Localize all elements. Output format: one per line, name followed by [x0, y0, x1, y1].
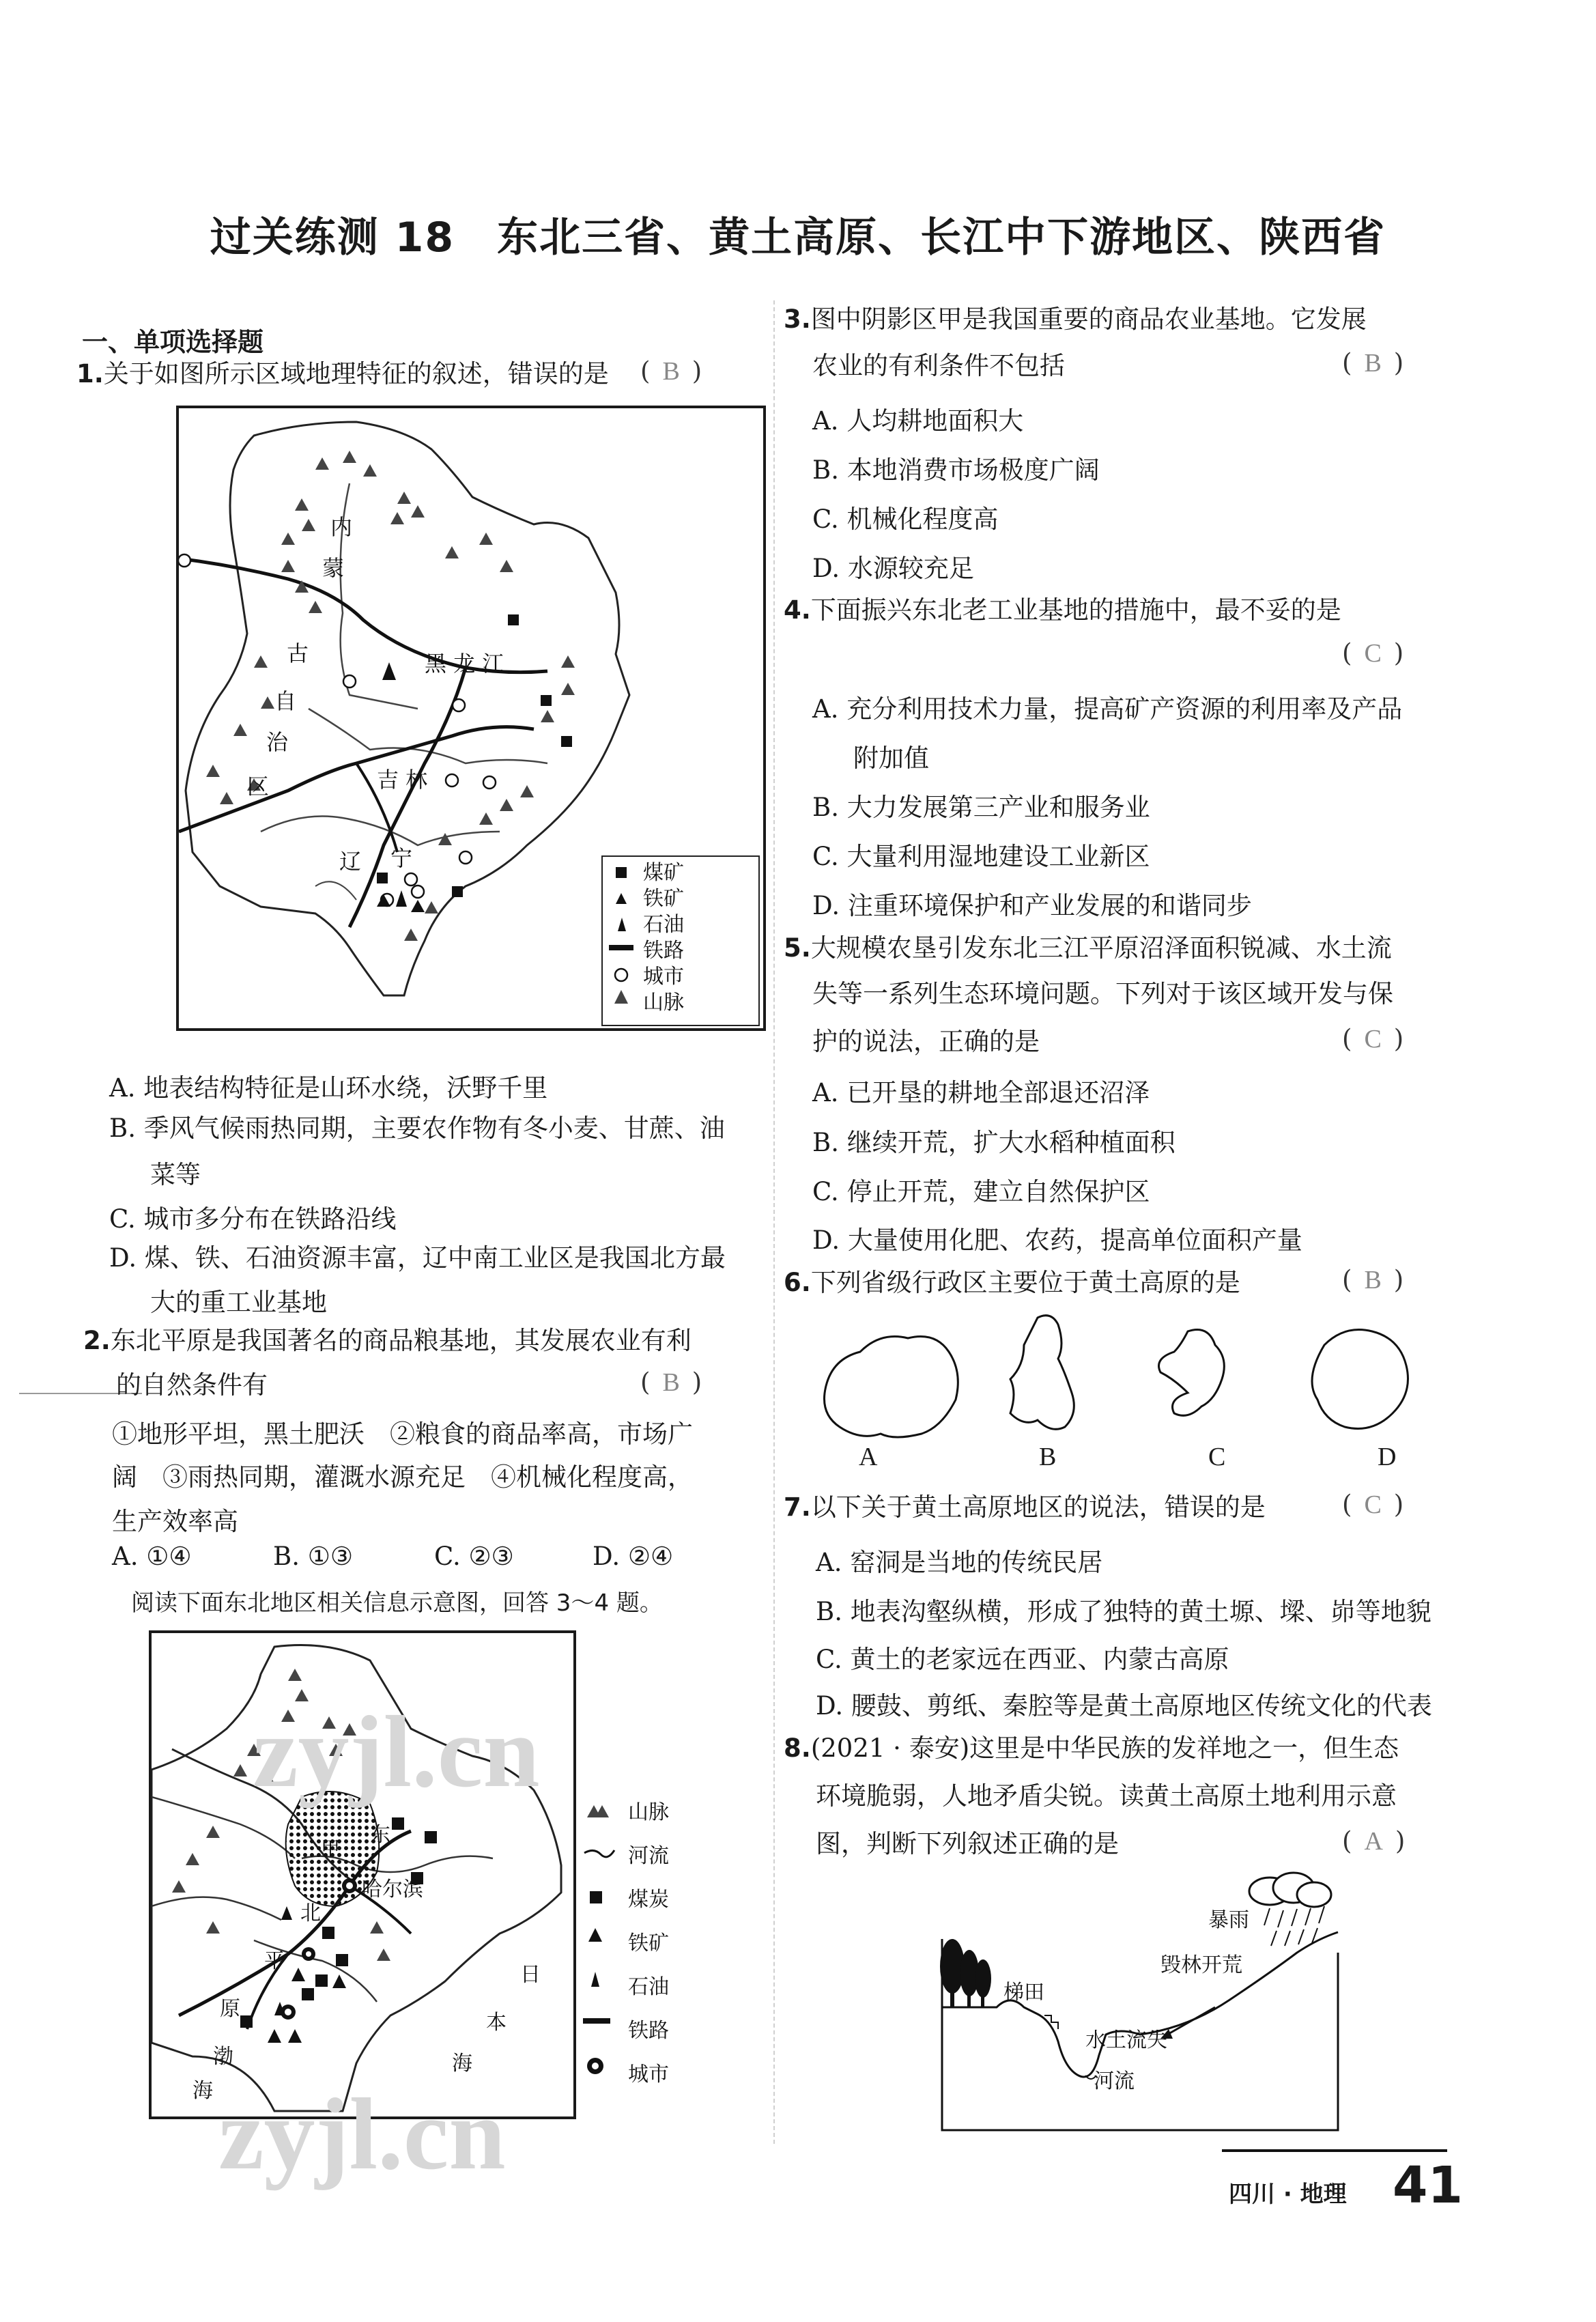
shape-c — [1159, 1330, 1225, 1416]
map2-label-ben: 本 — [486, 2011, 507, 2035]
footer-label: 四川 · 地理 — [1229, 2181, 1347, 2208]
q5-option-a: A. 已开垦的耕地全部退还沼泽 — [812, 1078, 1150, 1107]
question-5-stem-cont-2: 护的说法，正确的是 — [812, 1027, 1040, 1056]
column-divider — [773, 300, 775, 2144]
q1-option-d: D. 煤、铁、石油资源丰富，辽中南工业区是我国北方最 — [109, 1243, 726, 1273]
q4-option-a-cont: 附加值 — [853, 744, 929, 773]
map1-label-meng: 蒙 — [322, 555, 345, 581]
label-shuitu: 水土流失 — [1085, 2028, 1167, 2052]
map2-label-hai2: 海 — [193, 2079, 213, 2103]
q2-option-d: D. ②④ — [593, 1542, 674, 1571]
shape-label-d: D — [1378, 1443, 1397, 1471]
question-3-answer: ( B ) — [1342, 348, 1404, 378]
q4-option-b: B. 大力发展第三产业和服务业 — [812, 793, 1150, 822]
map2-label-dong: 东 — [370, 1823, 390, 1847]
q2-statement-line-3: 生产效率高 — [112, 1507, 238, 1536]
map1-label-zi: 自 — [274, 688, 297, 714]
q2-option-a: A. ①④ — [112, 1542, 192, 1571]
question-5-stem-cont: 失等一系列生态环境问题。下列对于该区域开发与保 — [812, 979, 1393, 1008]
question-2-answer: ( B ) — [640, 1368, 702, 1397]
q1-option-b-cont: 菜等 — [150, 1160, 201, 1189]
footer-rule — [1222, 2149, 1447, 2152]
map1-legend-mountain: 山脉 — [643, 991, 684, 1015]
map1-legend-city: 城市 — [643, 965, 684, 989]
q5-option-c: C. 停止开荒，建立自然保护区 — [812, 1177, 1150, 1206]
shape-d — [1312, 1330, 1408, 1429]
map2-label-ri: 日 — [520, 1963, 541, 1987]
q1-option-d-cont: 大的重工业基地 — [150, 1288, 327, 1317]
map2-legend — [580, 1796, 744, 2116]
question-8-answer: ( A ) — [1342, 1826, 1406, 1856]
q7-option-a: A. 窑洞是当地的传统民居 — [816, 1548, 1103, 1577]
map1-legend-oil: 石油 — [643, 913, 684, 937]
map2-legend-oil: 石油 — [628, 1975, 669, 1999]
q3-option-b: B. 本地消费市场极度广阔 — [812, 455, 1100, 485]
q2-option-b: B. ①③ — [273, 1542, 354, 1571]
question-2-stem: 2.东北平原是我国著名的商品粮基地，其发展农业有利 — [83, 1326, 692, 1355]
q2-statement-line-2: 阔 ③雨热同期，灌溉水源充足 ④机械化程度高， — [112, 1462, 693, 1492]
map1-label-nei: 内 — [330, 514, 353, 540]
northeast-map-1 — [176, 406, 766, 1031]
map2-label-jia: 甲 — [321, 1837, 341, 1860]
question-4-stem: 4.下面振兴东北老工业基地的措施中，最不妥的是 — [784, 595, 1341, 625]
q1-option-a: A. 地表结构特征是山环水绕，沃野千里 — [109, 1073, 548, 1103]
shape-label-a: A — [859, 1443, 878, 1471]
map1-label-jilin: 吉 林 — [377, 767, 428, 793]
question-5-answer: ( C ) — [1342, 1024, 1404, 1053]
map2-label-harbin: 哈尔滨 — [362, 1878, 423, 1901]
map1-label-gu: 古 — [287, 640, 309, 666]
question-1-stem: 1.关于如图所示区域地理特征的叙述，错误的是 — [76, 359, 609, 388]
section-heading: 一、单项选择题 — [82, 327, 264, 357]
page-title: 过关练测 18 东北三省、黄土高原、长江中下游地区、陕西省 — [210, 214, 1386, 261]
q7-option-b: B. 地表沟壑纵横，形成了独特的黄土塬、墚、峁等地貌 — [816, 1597, 1431, 1626]
map1-legend-iron: 铁矿 — [643, 887, 684, 911]
map2-label-hai: 海 — [452, 2052, 472, 2076]
map1-label-ning: 宁 — [390, 845, 413, 871]
label-baoyu: 暴雨 — [1208, 1908, 1249, 1932]
map1-legend — [602, 856, 759, 1025]
question-8-stem-cont-2: 图，判断下列叙述正确的是 — [816, 1829, 1119, 1858]
label-huilin: 毁林开荒 — [1160, 1953, 1242, 1977]
shape-label-c: C — [1208, 1443, 1226, 1471]
q3-option-a: A. 人均耕地面积大 — [812, 406, 1024, 436]
province-shapes — [806, 1304, 1447, 1454]
map2-legend-river: 河流 — [628, 1844, 669, 1868]
label-heliu: 河流 — [1094, 2069, 1135, 2093]
question-6-stem: 6.下列省级行政区主要位于黄土高原的是 — [784, 1268, 1240, 1297]
q3-option-d: D. 水源较充足 — [812, 554, 974, 583]
question-1-answer: ( B ) — [640, 356, 702, 386]
shape-b — [1010, 1316, 1074, 1430]
map1-label-liao: 辽 — [339, 849, 362, 875]
q4-option-d: D. 注重环境保护和产业发展的和谐同步 — [812, 891, 1252, 920]
northeast-map-1-svg — [179, 408, 763, 1028]
q4-option-c: C. 大量利用湿地建设工业新区 — [812, 842, 1150, 871]
map2-legend-railway: 铁路 — [628, 2019, 669, 2043]
reading-prompt: 阅读下面东北地区相关信息示意图，回答 3～4 题。 — [131, 1589, 663, 1617]
q5-option-d: D. 大量使用化肥、农药，提高单位面积产量 — [812, 1226, 1302, 1255]
q1-option-b: B. 季风气候雨热同期，主要农作物有冬小麦、甘蔗、油 — [109, 1114, 725, 1143]
question-7-stem: 7.以下关于黄土高原地区的说法，错误的是 — [784, 1492, 1266, 1522]
shape-a — [825, 1337, 958, 1438]
q3-option-c: C. 机械化程度高 — [812, 505, 999, 534]
map2-label-yuan: 原 — [220, 1997, 240, 2021]
watermark-2: zyjl.cn — [218, 2078, 506, 2191]
q4-option-a: A. 充分利用技术力量，提高矿产资源的利用率及产品 — [812, 694, 1403, 724]
question-4-answer: ( C ) — [1342, 638, 1404, 668]
map2-legend-coal: 煤炭 — [628, 1888, 669, 1912]
question-3-stem: 3.图中阴影区甲是我国重要的商品农业基地。它发展 — [784, 305, 1367, 334]
q1-option-c: C. 城市多分布在铁路沿线 — [109, 1204, 397, 1234]
watermark-1: zyjl.cn — [253, 1695, 540, 1809]
question-3-stem-cont: 农业的有利条件不包括 — [812, 351, 1065, 380]
loess-landuse-figure — [915, 1871, 1352, 2144]
map2-legend-city: 城市 — [628, 2063, 669, 2086]
map1-label-heilongjiang: 黑 龙 江 — [425, 651, 504, 677]
map2-label-ping: 平 — [264, 1949, 285, 1973]
q7-option-c: C. 黄土的老家远在西亚、内蒙古高原 — [816, 1645, 1229, 1674]
q7-option-d: D. 腰鼓、剪纸、秦腔等是黄土高原地区传统文化的代表 — [816, 1691, 1432, 1721]
q2-statement-line-1: ①地形平坦，黑土肥沃 ②粮食的商品率高，市场广 — [112, 1419, 693, 1449]
map2-label-bo: 渤 — [213, 2045, 233, 2069]
question-5-stem: 5.大规模农垦引发东北三江平原沼泽面积锐减、水土流 — [784, 933, 1392, 963]
map1-label-zhi: 治 — [266, 729, 289, 755]
question-8-stem-cont: 环境脆弱，人地矛盾尖锐。读黄土高原土地利用示意 — [816, 1781, 1397, 1811]
question-7-answer: ( C ) — [1342, 1490, 1404, 1519]
question-8-stem: 8.(2021 · 泰安)这里是中华民族的发祥地之一，但生态 — [784, 1733, 1399, 1763]
shape-label-b: B — [1039, 1443, 1057, 1471]
q5-option-b: B. 继续开荒，扩大水稻种植面积 — [812, 1128, 1175, 1157]
map2-label-bei: 北 — [300, 1901, 321, 1925]
map2-legend-mountain: 山脉 — [628, 1800, 669, 1824]
map1-label-qu: 区 — [247, 774, 270, 799]
q2-option-c: C. ②③ — [434, 1542, 514, 1571]
map2-legend-iron: 铁矿 — [628, 1931, 669, 1955]
map1-legend-coal: 煤矿 — [643, 861, 684, 885]
question-2-stem-cont: 的自然条件有 — [116, 1370, 268, 1400]
map1-legend-railway: 铁路 — [643, 939, 684, 963]
question-6-answer: ( B ) — [1342, 1265, 1404, 1294]
page-number: 41 — [1393, 2156, 1463, 2215]
label-titian: 梯田 — [1003, 1981, 1044, 2005]
